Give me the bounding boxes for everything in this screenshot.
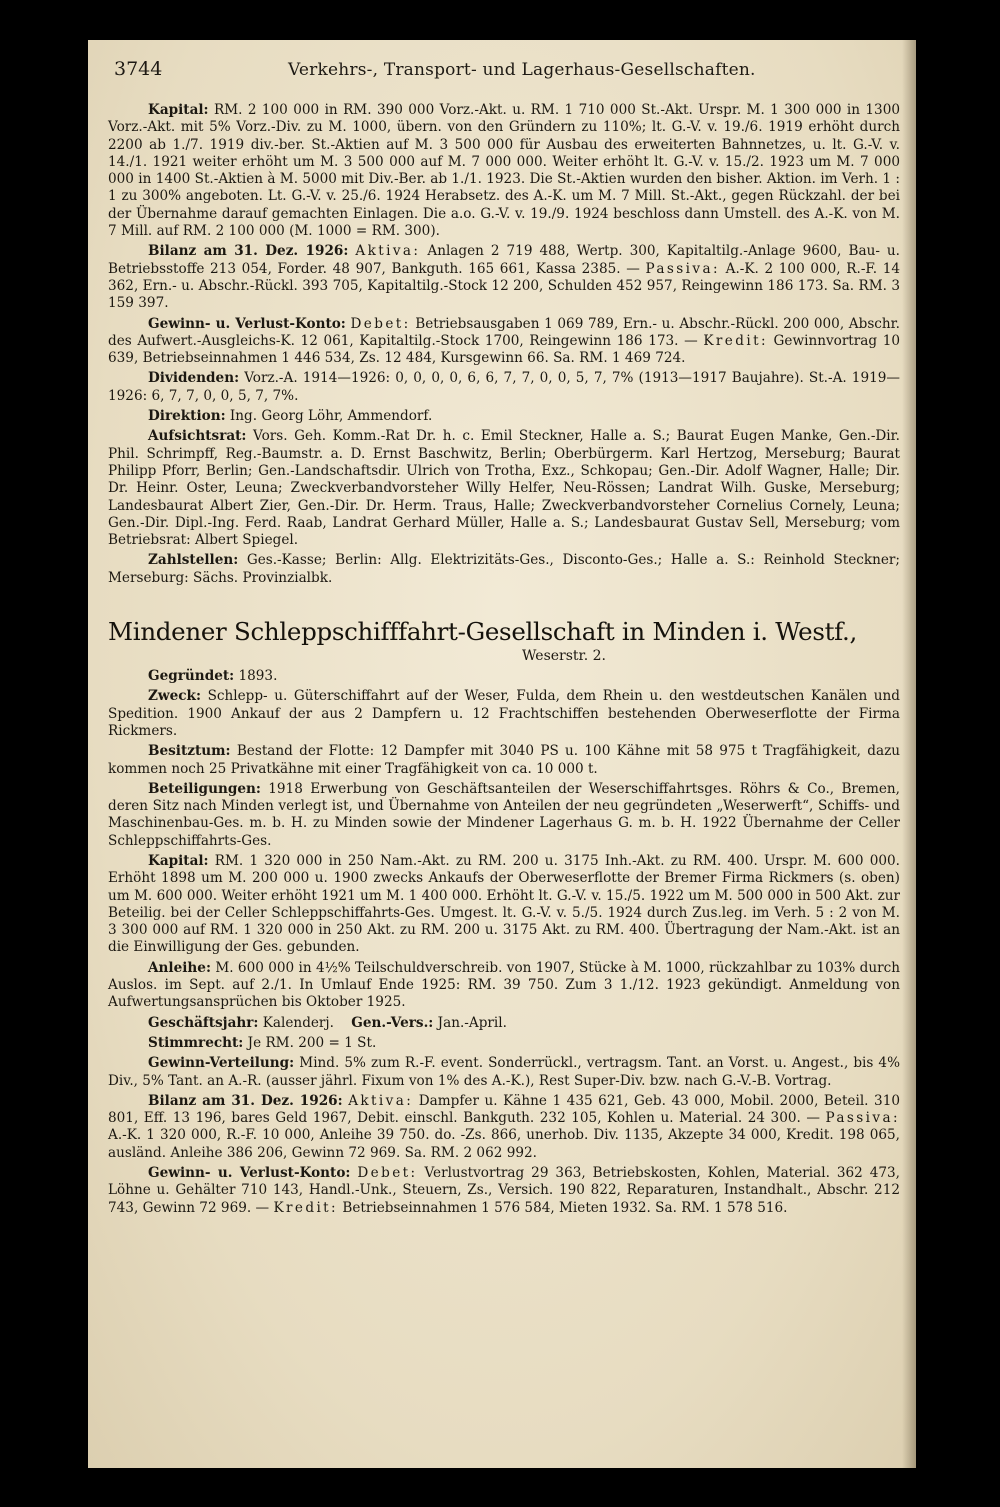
profit-loss-paragraph: Gewinn- u. Verlust-Konto: Debet: Betriebsausgaben 1 069 789, Ern.- u. Abschr.-Rückl. 200 000, Abschr. des Aufwert.-Ausgleichs-K. 12 061, Kapitaltilg.-Stock 1700, Reingewinn 186 173. — Kredit: Gewinnvortrag 10 639, Betriebseinnahmen 1 446 534, Zs. 12 484, Kursgewinn 66. Sa. RM. 1 469 724. — [108, 315, 901, 367]
page-content — [108, 102, 900, 1220]
page-number: 3744 — [114, 58, 163, 80]
running-title: Verkehrs-, Transport- und Lagerhaus-Gesellschaften. — [288, 60, 756, 80]
directorate-paragraph: Direktion: Ing. Georg Löhr, Ammendorf. — [148, 408, 433, 425]
paying-agents-paragraph: Zahlstellen: Ges.-Kasse; Berlin: Allg. Elektrizitäts-Ges., Disconto-Ges.; Halle a. S.: Reinhold Steckner; Merseburg: Sächs. Provinzialbk. — [108, 552, 900, 586]
company-heading: Mindener Schleppschifffahrt-Gesellschaft in Minden i. Westf., — [108, 617, 858, 647]
fiscal-year-paragraph: Geschäftsjahr: Kalenderj. Gen.-Vers.: Jan.-April. — [148, 1014, 507, 1031]
founded-paragraph: Gegründet: 1893. — [148, 668, 278, 685]
page-edge-shadow — [902, 40, 916, 1468]
purpose-paragraph: Zweck: Schlepp- u. Güterschiffahrt auf der Weser, Fulda, dem Rhein u. den westdeutschen Kanälen und Spedition. 1900 Ankauf der aus 2 Dampfern u. 12 Frachtschiffen bestehenden Oberweserflotte der Firma Rickmers. — [108, 688, 901, 739]
assets-paragraph: Besitztum: Bestand der Flotte: 12 Dampfer mit 3040 PS u. 100 Kähne mit 58 975 t Tragfähigkeit, dazu kommen noch 25 Privatkähne mit einer Tragfähigkeit von ca. 10 000 t. — [108, 743, 900, 777]
capital-paragraph: Kapital: RM. 2 100 000 in RM. 390 000 Vorz.-Akt. u. RM. 1 710 000 St.-Akt. Urspr. M. 1 300 000 in 1300 Vorz.-Akt. mit 5% Vorz.-Div. zu M. 1000, übern. von den Gründern zu 110%; lt. G.-V. v. 19./6. 1919 erhöht durch 2200 ab 1./7. 1919 div.-ber. St.-Aktien auf M. 3 500 000 für Ausbau des erweiterten Bahnnetzes, u. lt. G.-V. v. 14./1. 1921 weiter erhöht um M. 3 500 000 auf M. 7 000 000. Weiter erhöht lt. G.-V. v. 15./2. 1923 um M. 7 000 000 in 1400 St.-Aktien à M. 5000 mit Div.-Ber. ab 1./1. 1923. Die St.-Aktien wurden den bisher. Aktion. im Verh. 1 : 1 zu 300% angeboten. Lt. G.-V. v. 25./6. 1924 Herabsetz. des A.-K. um M. 7 Mill. St.-Akt., gegen Rückzahl. der bei der Übernahme darauf gemachten Einlagen. Die a.o. G.-V. v. 19./9. 1924 beschloss dann Umstell. des A.-K. von M. 7 Mill. auf RM. 2 100 000 (M. 1000 = RM. 300). — [108, 102, 901, 240]
participations-paragraph: Beteiligungen: 1918 Erwerbung von Geschäftsanteilen der Weserschiffahrtsges. Röhrs & Co., Bremen, deren Sitz nach Minden verlegt ist, und Übernahme von Anteilen der neu gegründeten „Weserwerft“, Schiffs- und Maschinenbau-Ges. m. b. H. zu Minden sowie der Mindener Lagerhaus G. m. b. H. 1922 Übernahme der Celler Schleppschiffahrts-Ges. — [108, 780, 900, 849]
supervisory-board-paragraph: Aufsichtsrat: Vors. Geh. Komm.-Rat Dr. h. c. Emil Steckner, Halle a. S.; Baurat Eugen Manke, Gen.-Dir. Phil. Schrimpff, Reg.-Baumstr. a. D. Ernst Baschwitz, Berlin; Oberbürgerm. Karl Hertzog, Merseburg; Baurat Philipp Pforr, Berlin; Gen.-Landschaftsdir. Ulrich von Trotha, Exz., Schkopau; Gen.-Dir. Adolf Wagner, Halle; Dir. Dr. Heinr. Oster, Leuna; Zweckverbandvorsteher Willy Helfer, Neu-Rössen; Landrat Wilh. Guske, Merseburg; Landesbaurat Albert Zier, Gen.-Dir. Dr. Herm. Traus, Halle; Zweckverbandvorsteher Cornelius Cornely, Leuna; Gen.-Dir. Dipl.-Ing. Ferd. Raab, Landrat Gerhard Müller, Halle a. S.; Landesbaurat Gustav Sell, Merseburg; vom Betriebsrat: Albert Spiegel. — [108, 428, 900, 549]
profit-loss-paragraph-2: Gewinn- u. Verlust-Konto: Debet: Verlustvortrag 29 363, Betriebskosten, Kohlen, Material. 362 473, Löhne u. Gehälter 710 143, Handl.-Unk., Steuern, Zs., Versich. 190 822, Reparaturen, Instandhalt., Abschr. 212 743, Gewinn 72 969. — Kredit: Betriebseinnahmen 1 576 584, Mieten 1932. Sa. RM. 1 578 516. — [108, 1165, 900, 1216]
dividends-paragraph: Dividenden: Vorz.-A. 1914—1926: 0, 0, 0, 0, 6, 6, 7, 7, 0, 0, 5, 7, 7% (1913—1917 Baujahre). St.-A. 1919—1926: 6, 7, 7, 0, 0, 5, 7, 7%. — [108, 370, 900, 404]
page-header — [114, 54, 894, 84]
balance-paragraph: Bilanz am 31. Dez. 1926: Aktiva: Anlagen 2 719 488, Wertp. 300, Kapitaltilg.-Anlage 9600, Bau- u. Betriebsstoffe 213 054, Forder. 48 907, Bankguth. 165 661, Kassa 2385. — Passiva: A.-K. 2 100 000, R.-F. 14 362, Ern.- u. Abschr.-Rückl. 393 705, Kapitaltilg.-Stock 12 200, Schulden 452 957, Reingewinn 186 173. Sa. RM. 3 159 397. — [108, 243, 901, 312]
loan-paragraph: Anleihe: M. 600 000 in 4½% Teilschuldverschreib. von 1907, Stücke à M. 1000, rückzahlbar zu 103% durch Auslos. im Sept. auf 2./1. In Umlauf Ende 1925: RM. 39 750. Zum 3 1./12. 1923 gekündigt. Anmeldung von Aufwertungsansprüchen bis Oktober 1925. — [108, 959, 900, 1011]
balance-paragraph-2: Bilanz am 31. Dez. 1926: Aktiva: Dampfer u. Kähne 1 435 621, Geb. 43 000, Mobil. 2000, Beteil. 310 801, Eff. 13 196, bares Geld 1967, Debit. einschl. Bankguth. 232 105, Kohlen u. Material. 24 300. — Passiva: A.-K. 1 320 000, R.-F. 10 000, Anleihe 39 750. do. -Zs. 866, unerhob. Div. 1135, Akzepte 34 000, Kredit. 198 065, ausländ. Anleihe 386 206, Gewinn 72 969. Sa. RM. 2 062 992. — [108, 1092, 900, 1161]
capital-paragraph-2: Kapital: RM. 1 320 000 in 250 Nam.-Akt. zu RM. 200 u. 3175 Inh.-Akt. zu RM. 400. Urspr. M. 600 000. Erhöht 1898 um M. 200 000 u. 1900 zwecks Ankaufs der Oberweserflotte der Bremer Firma Rickmers (s. oben) um M. 600 000. Weiter erhöht 1921 um M. 1 400 000. Erhöht lt. G.-V. v. 15./5. 1922 um M. 500 000 in 500 Akt. zur Beteilig. bei der Celler Schleppschiffahrts-Ges. Umgest. lt. G.-V. v. 5./5. 1924 durch Zus.leg. im Verh. 5 : 2 von M. 3 300 000 auf RM. 1 320 000 in 250 Akt. zu RM. 200 u. 3175 Akt. zu RM. 400. Übertragung der Nam.-Akt. ist an die Einwilligung der Ges. gebunden. — [108, 852, 900, 956]
company-address: Weserstr. 2. — [522, 648, 606, 665]
profit-distribution-paragraph: Gewinn-Verteilung: Mind. 5% zum R.-F. event. Sonderrückl., vertragsm. Tant. an Vorst. u. Angest., bis 4% Div., 5% Tant. an A.-R. (ausser jährl. Fixum von 1% des A.-K.), Rest Super-Div. bzw. nach G.-V.-B. Vortrag. — [108, 1055, 900, 1089]
voting-rights-paragraph: Stimmrecht: Je RM. 200 = 1 St. — [148, 1034, 377, 1051]
document-page — [88, 40, 916, 1468]
